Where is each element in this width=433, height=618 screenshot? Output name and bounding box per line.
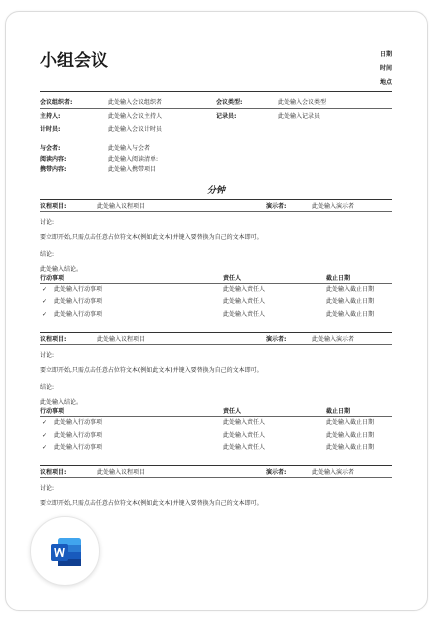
action-item-field[interactable]: 此处输入行动事项 [54,298,103,305]
discussion-label: 讨论: [40,219,55,226]
owner-field[interactable]: 此处输入责任人 [223,311,266,318]
word-icon [50,537,82,567]
discussion-text[interactable]: 要立即开始,只需点击任意占位符文本(例如此文本)并键入要替换为自己的文本即可。 [40,500,263,507]
owner-field[interactable]: 此处输入责任人 [223,419,266,426]
owner-field[interactable]: 此处输入责任人 [223,432,266,439]
actions-header-owner: 责任人 [223,408,242,415]
meta-location[interactable]: 地点 [379,79,392,86]
meta-time[interactable]: 时间 [379,65,392,72]
meeting-type-label: 会议类型: [216,99,243,106]
info-row-timer [40,125,392,134]
section-divider [40,332,392,333]
agenda-field[interactable]: 此处输入议程项目 [97,469,146,476]
info-row-host [40,112,392,121]
discussion-text[interactable]: 要立即开始,只需点击任意占位符文本(例如此文本)并键入要替换为自己的文本即可。 [40,367,263,374]
deadline-field[interactable]: 此处输入截止日期 [326,444,375,451]
recorder-label: 记录员: [216,113,237,120]
recorder-field[interactable]: 此处输入记录员 [278,113,321,120]
presenter-field[interactable]: 此处输入演示者 [312,203,355,210]
actions-header-item: 行动事项 [40,275,65,282]
deadline-field[interactable]: 此处输入截止日期 [326,298,375,305]
host-field[interactable]: 此处输入会议主持人 [108,113,163,120]
check-icon: ✓ [42,432,48,439]
actions-header [40,274,392,283]
attendees-field[interactable]: 此处输入与会者 [108,145,151,152]
owner-field[interactable]: 此处输入责任人 [223,444,266,451]
action-row [40,418,392,427]
word-app-badge[interactable] [30,516,100,586]
agenda-field[interactable]: 此处输入议程项目 [97,336,146,343]
conclusion-label: 结论: [40,251,55,258]
agenda-row [40,335,392,344]
page-title: 小组会议 [40,51,108,71]
action-row [40,310,392,319]
deadline-field[interactable]: 此处输入截止日期 [326,419,375,426]
timer-label: 计时员: [40,126,61,133]
actions-header-deadline: 截止日期 [326,408,351,415]
discussion-text[interactable]: 要立即开始,只需点击任意占位符文本(例如此文本)并键入要替换为自己的文本即可。 [40,234,263,241]
agenda-divider [40,211,392,212]
check-icon: ✓ [42,298,48,305]
agenda-label: 议程项目: [40,203,67,210]
check-icon: ✓ [42,419,48,426]
info-row-organizer [40,98,392,107]
reading-label: 阅读内容: [40,156,67,163]
conclusion-text[interactable]: 此处输入结论。 [40,266,83,273]
presenter-field[interactable]: 此处输入演示者 [312,336,355,343]
action-row [40,285,392,294]
discussion-label: 讨论: [40,485,55,492]
supplies-field[interactable]: 此处输入携带项目 [108,166,157,173]
presenter-field[interactable]: 此处输入演示者 [312,469,355,476]
actions-divider [40,283,392,284]
presenter-label: 演示者: [266,336,287,343]
agenda-label: 议程项目: [40,336,67,343]
meta-date[interactable]: 日期 [379,51,392,58]
conclusion-text[interactable]: 此处输入结论。 [40,399,83,406]
organizer-field[interactable]: 此处输入会议组织者 [108,99,163,106]
actions-header-item: 行动事项 [40,408,65,415]
section-divider [40,465,392,466]
info-row-supplies [40,165,392,174]
agenda-divider [40,344,392,345]
deadline-field[interactable]: 此处输入截止日期 [326,432,375,439]
agenda-field[interactable]: 此处输入议程项目 [97,203,146,210]
agenda-divider [40,477,392,478]
discussion-label: 讨论: [40,352,55,359]
reading-field[interactable]: 此处输入阅读清单: [108,156,159,163]
agenda-row [40,202,392,211]
timer-field[interactable]: 此处输入会议计时员 [108,126,163,133]
deadline-field[interactable]: 此处输入截止日期 [326,311,375,318]
check-icon: ✓ [42,311,48,318]
actions-divider [40,416,392,417]
actions-header-owner: 责任人 [223,275,242,282]
check-icon: ✓ [42,286,48,293]
action-item-field[interactable]: 此处输入行动事项 [54,432,103,439]
info-row-attendees [40,144,392,153]
organizer-label: 会议组织者: [40,99,73,106]
action-row [40,431,392,440]
agenda-label: 议程项目: [40,469,67,476]
presenter-label: 演示者: [266,469,287,476]
section-divider [40,199,392,200]
info-row-reading [40,155,392,164]
action-item-field[interactable]: 此处输入行动事项 [54,311,103,318]
deadline-field[interactable]: 此处输入截止日期 [326,286,375,293]
header-divider [40,91,392,92]
owner-field[interactable]: 此处输入责任人 [223,298,266,305]
action-row [40,297,392,306]
action-item-field[interactable]: 此处输入行动事项 [54,286,103,293]
action-row [40,443,392,452]
meeting-meta [380,48,392,90]
presenter-label: 演示者: [266,203,287,210]
agenda-row [40,468,392,477]
host-label: 主持人: [40,113,61,120]
meeting-type-field[interactable]: 此处输入会议类型 [278,99,327,106]
attendees-label: 与会者: [40,145,61,152]
actions-header-deadline: 截止日期 [326,275,351,282]
check-icon: ✓ [42,444,48,451]
action-item-field[interactable]: 此处输入行动事项 [54,419,103,426]
info-divider [40,108,392,109]
supplies-label: 携带内容: [40,166,67,173]
actions-header [40,407,392,416]
action-item-field[interactable]: 此处输入行动事项 [54,444,103,451]
owner-field[interactable]: 此处输入责任人 [223,286,266,293]
minutes-heading: 分钟 [206,186,225,196]
conclusion-label: 结论: [40,384,55,391]
